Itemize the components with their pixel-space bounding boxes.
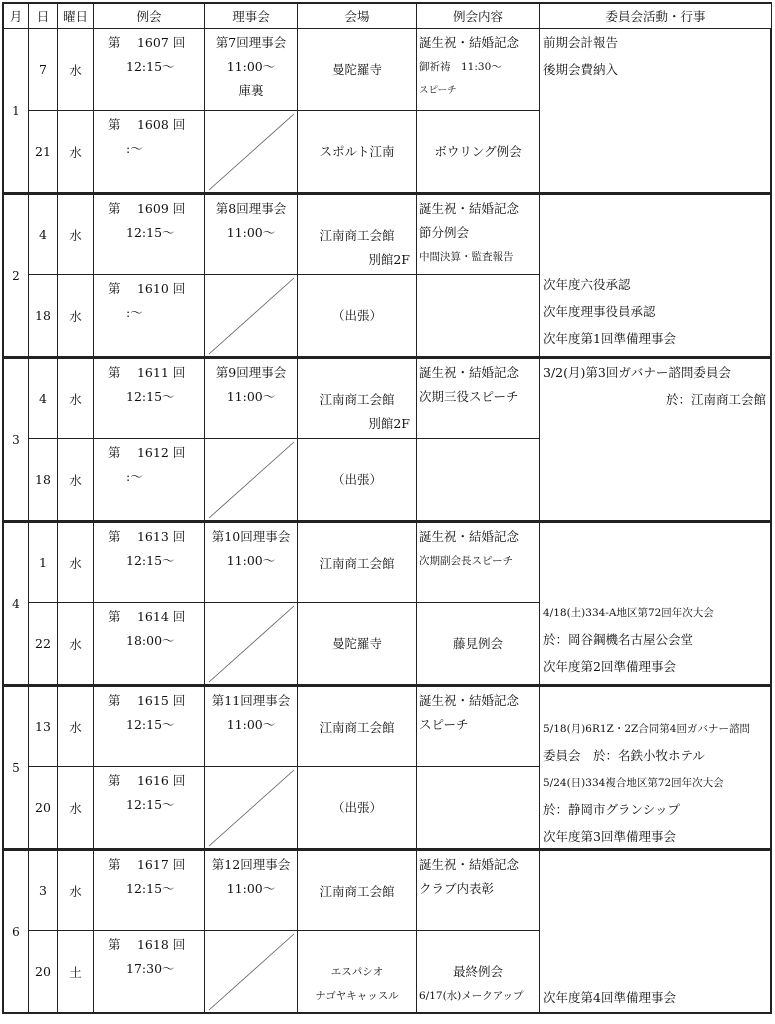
content-text: 藤見例会	[452, 636, 503, 651]
meeting-time: :～	[126, 141, 143, 156]
board-cell	[205, 439, 298, 521]
activities-cell	[540, 521, 772, 685]
month-cell: 4	[2, 521, 29, 685]
header-day: 日	[29, 2, 58, 29]
meeting-number: 第 1608 回	[108, 117, 186, 132]
meeting-cell	[94, 849, 205, 931]
board-cell	[205, 849, 298, 931]
header-content: 例会内容	[417, 2, 540, 29]
weekday-cell: 水	[58, 849, 94, 931]
board-text: 11:00～	[226, 881, 276, 896]
board-text: 第11回理事会	[211, 693, 291, 708]
venue-cell	[298, 767, 417, 849]
board-text: 第12回理事会	[211, 857, 291, 872]
day-cell: 22	[29, 603, 58, 685]
day-cell: 21	[29, 111, 58, 193]
activity-text: 次年度第2回準備理事会	[543, 659, 676, 674]
content-text: 誕生祝・結婚記念	[419, 529, 520, 544]
meeting-cell	[94, 521, 205, 603]
day-cell: 7	[29, 29, 58, 111]
day-cell: 4	[29, 357, 58, 439]
meeting-number: 第 1607 回	[108, 35, 186, 50]
venue-cell	[298, 111, 417, 193]
content-text: クラブ内表彰	[419, 881, 495, 896]
content-cell	[417, 767, 540, 849]
table-bottom-border	[2, 1012, 772, 1014]
meeting-cell	[94, 439, 205, 521]
content-text: 誕生祝・結婚記念	[419, 35, 520, 50]
board-text: 第7回理事会	[215, 35, 287, 50]
meeting-cell	[94, 931, 205, 1013]
venue-cell	[298, 931, 417, 1013]
content-text: 次期副会長スピーチ	[419, 555, 514, 567]
board-text: 第9回理事会	[215, 365, 287, 380]
board-cell	[205, 275, 298, 357]
content-text: 6/17(水)メークアップ	[419, 990, 524, 1002]
content-text: 御祈祷 11:30～	[419, 61, 502, 73]
activities-cell	[540, 29, 772, 193]
venue-text: 江南商工会館	[319, 556, 395, 571]
venue-text: 江南商工会館	[319, 228, 395, 243]
activity-text: 於：岡谷鋼機名古屋公会堂	[543, 632, 694, 647]
activity-text: 後期会費納入	[543, 62, 619, 77]
activity-text: 4/18(土)334-A地区第72回年次大会	[543, 607, 714, 619]
venue-text: ナゴヤキャッスル	[315, 990, 399, 1002]
content-cell	[417, 521, 540, 603]
venue-text: スポルト江南	[319, 144, 395, 159]
empty-cell-slash	[205, 439, 298, 521]
venue-cell	[298, 275, 417, 357]
venue-text: 江南商工会館	[319, 884, 395, 899]
content-text: 誕生祝・結婚記念	[419, 857, 520, 872]
venue-text: 江南商工会館	[319, 720, 395, 735]
content-cell	[417, 603, 540, 685]
content-text: 誕生祝・結婚記念	[419, 693, 520, 708]
meeting-number: 第 1611 回	[108, 365, 186, 380]
activities-cell	[540, 357, 772, 521]
day-cell: 20	[29, 931, 58, 1013]
meeting-cell	[94, 111, 205, 193]
activity-text: 3/2(月)第3回ガバナー諮問委員会	[543, 365, 731, 380]
empty-cell-slash	[205, 931, 298, 1013]
board-cell	[205, 603, 298, 685]
header-board: 理事会	[205, 2, 298, 29]
board-text: 11:00～	[226, 553, 276, 568]
activity-text: 次年度第1回準備理事会	[543, 331, 676, 346]
header-venue: 会場	[298, 2, 417, 29]
venue-text: 別館2F	[368, 416, 410, 431]
board-cell	[205, 767, 298, 849]
content-text: ボウリング例会	[434, 144, 522, 159]
venue-cell	[298, 603, 417, 685]
meeting-time: 17:30～	[126, 961, 175, 976]
weekday-cell: 水	[58, 521, 94, 603]
content-text: 次期三役スピーチ	[419, 389, 519, 404]
venue-text: 曼陀羅寺	[331, 62, 382, 77]
meeting-cell	[94, 357, 205, 439]
content-cell	[417, 357, 540, 439]
board-cell	[205, 357, 298, 439]
activity-text: 於：江南商工会館	[665, 392, 766, 407]
meeting-time: 12:15～	[126, 797, 175, 812]
board-text: 第10回理事会	[211, 529, 291, 544]
meeting-time: 12:15～	[126, 881, 175, 896]
venue-cell	[298, 685, 417, 767]
board-text: 11:00～	[226, 717, 276, 732]
day-cell: 13	[29, 685, 58, 767]
activity-text: 5/18(月)6R1Z・2Z合同第4回ガバナー諮問	[543, 723, 750, 735]
content-cell	[417, 275, 540, 357]
day-cell: 3	[29, 849, 58, 931]
meeting-number: 第 1610 回	[108, 281, 186, 296]
weekday-cell: 水	[58, 767, 94, 849]
board-text: 11:00～	[226, 389, 276, 404]
venue-text: 江南商工会館	[319, 392, 395, 407]
activity-text: 前期会計報告	[543, 35, 619, 50]
venue-cell	[298, 29, 417, 111]
meeting-number: 第 1609 回	[108, 201, 186, 216]
weekday-cell: 水	[58, 275, 94, 357]
meeting-time: 12:15～	[126, 553, 175, 568]
meeting-time: 12:15～	[126, 389, 175, 404]
day-cell: 1	[29, 521, 58, 603]
activities-cell	[540, 849, 772, 1013]
content-text: スピーチ	[419, 717, 469, 732]
month-cell: 6	[2, 849, 29, 1013]
header-activities: 委員会活動・行事	[540, 2, 772, 29]
board-cell	[205, 111, 298, 193]
meeting-time: 18:00～	[126, 633, 175, 648]
empty-cell-slash	[205, 275, 298, 357]
month-cell: 1	[2, 29, 29, 193]
venue-text: （出張）	[331, 800, 382, 815]
content-cell	[417, 193, 540, 275]
venue-cell	[298, 849, 417, 931]
venue-cell	[298, 193, 417, 275]
venue-cell	[298, 521, 417, 603]
meeting-time: :～	[126, 305, 143, 320]
board-cell	[205, 29, 298, 111]
meeting-time: :～	[126, 469, 143, 484]
meeting-number: 第 1615 回	[108, 693, 186, 708]
meeting-cell	[94, 29, 205, 111]
board-cell	[205, 193, 298, 275]
weekday-cell: 水	[58, 29, 94, 111]
content-text: 最終例会	[452, 964, 503, 979]
meeting-number: 第 1612 回	[108, 445, 186, 460]
venue-text: 別館2F	[368, 252, 410, 267]
activity-text: 次年度理事役員承認	[543, 304, 656, 319]
venue-cell	[298, 439, 417, 521]
board-text: 11:00～	[226, 225, 276, 240]
venue-text: 曼陀羅寺	[331, 636, 382, 651]
activity-text: 次年度第4回準備理事会	[543, 990, 676, 1005]
content-text: 誕生祝・結婚記念	[419, 201, 520, 216]
header-weekday: 曜日	[58, 2, 94, 29]
board-text: 庫裏	[238, 83, 264, 98]
header-month: 月	[2, 2, 29, 29]
board-text: 11:00～	[226, 59, 276, 74]
meeting-cell	[94, 767, 205, 849]
day-cell: 20	[29, 767, 58, 849]
meeting-number: 第 1614 回	[108, 609, 186, 624]
day-cell: 18	[29, 275, 58, 357]
meeting-cell	[94, 275, 205, 357]
empty-cell-slash	[205, 111, 298, 193]
weekday-cell: 土	[58, 931, 94, 1013]
meeting-cell	[94, 193, 205, 275]
empty-cell-slash	[205, 767, 298, 849]
board-text: 第8回理事会	[215, 201, 287, 216]
month-cell: 2	[2, 193, 29, 357]
content-text: スピーチ	[419, 85, 457, 96]
activity-text: 委員会 於：名鉄小牧ホテル	[543, 748, 705, 763]
activity-text: 於：静岡市グランシップ	[543, 802, 680, 817]
meeting-time: 12:15～	[126, 225, 175, 240]
meeting-cell	[94, 603, 205, 685]
activity-text: 次年度六役承認	[543, 277, 631, 292]
content-text: 中間決算・監査報告	[419, 251, 514, 263]
weekday-cell: 水	[58, 603, 94, 685]
meeting-time: 12:15～	[126, 717, 175, 732]
content-cell	[417, 29, 540, 111]
venue-text: エスパシオ	[330, 966, 384, 978]
board-cell	[205, 685, 298, 767]
content-cell	[417, 931, 540, 1013]
month-cell: 3	[2, 357, 29, 521]
weekday-cell: 水	[58, 685, 94, 767]
weekday-cell: 水	[58, 439, 94, 521]
content-text: 節分例会	[419, 225, 470, 240]
venue-text: （出張）	[331, 472, 382, 487]
activities-cell	[540, 685, 772, 849]
meeting-number: 第 1616 回	[108, 773, 186, 788]
meeting-number: 第 1613 回	[108, 529, 186, 544]
content-cell	[417, 111, 540, 193]
meeting-number: 第 1618 回	[108, 937, 186, 952]
schedule-table	[2, 2, 772, 1022]
activities-cell	[540, 193, 772, 357]
meeting-cell	[94, 685, 205, 767]
meeting-time: 12:15～	[126, 59, 175, 74]
meeting-number: 第 1617 回	[108, 857, 186, 872]
venue-text: （出張）	[331, 308, 382, 323]
content-cell	[417, 439, 540, 521]
board-cell	[205, 931, 298, 1013]
header-meeting: 例会	[94, 2, 205, 29]
weekday-cell: 水	[58, 193, 94, 275]
empty-cell-slash	[205, 603, 298, 685]
board-cell	[205, 521, 298, 603]
content-text: 誕生祝・結婚記念	[419, 365, 520, 380]
month-cell: 5	[2, 685, 29, 849]
content-cell	[417, 685, 540, 767]
day-cell: 18	[29, 439, 58, 521]
activity-text: 次年度第3回準備理事会	[543, 829, 676, 844]
day-cell: 4	[29, 193, 58, 275]
activity-text: 5/24(日)334複合地区第72回年次大会	[543, 777, 724, 789]
weekday-cell: 水	[58, 111, 94, 193]
content-cell	[417, 849, 540, 931]
weekday-cell: 水	[58, 357, 94, 439]
venue-cell	[298, 357, 417, 439]
